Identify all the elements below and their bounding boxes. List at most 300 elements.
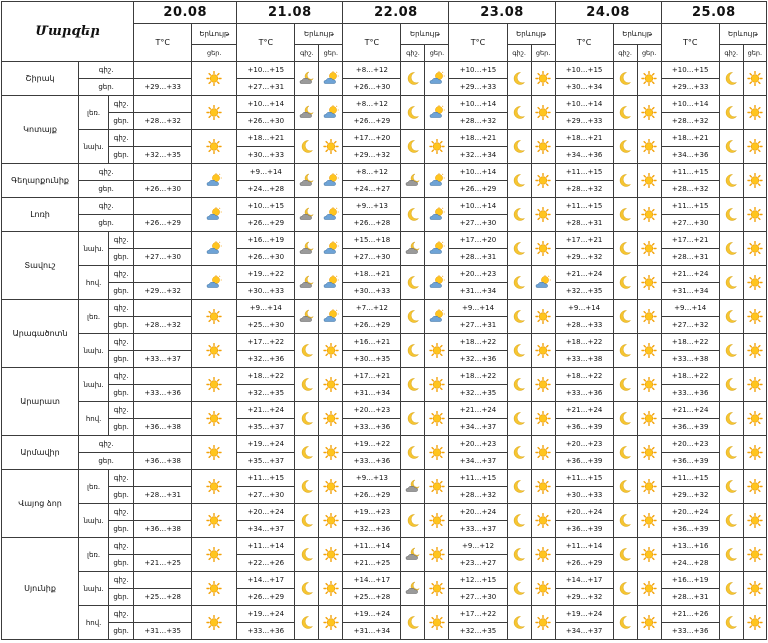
region-name: Արագածոտն: [2, 300, 79, 368]
sun-icon: [535, 581, 551, 596]
temperature-cell: +10…+14: [449, 164, 507, 181]
weather-cell: [425, 96, 449, 130]
moon-icon: [617, 343, 633, 358]
temperature-cell: +28…+32: [449, 487, 507, 504]
sun-icon: [535, 343, 551, 358]
temp-col-header: T°C: [555, 24, 613, 62]
weather-cell: [192, 470, 237, 504]
night-subheader: գիշ.: [507, 45, 531, 62]
temperature-cell: +18…+22: [555, 334, 613, 351]
moon-icon: [405, 105, 421, 120]
temperature-cell: +18…+21: [555, 130, 613, 147]
sun-icon: [206, 445, 222, 460]
moon-icon: [723, 343, 739, 358]
weather-cell: [743, 470, 766, 504]
weather-cell: [507, 198, 531, 232]
zone-label: նախ.: [79, 504, 109, 538]
weather-cell: [507, 572, 531, 606]
moon-icon: [617, 615, 633, 630]
sun-icon: [429, 479, 445, 494]
temperature-cell: +32…+36: [237, 351, 295, 368]
table-row: [2, 62, 767, 79]
weather-cell: [319, 164, 343, 198]
temperature-cell: +19…+22: [237, 266, 295, 283]
time-of-day: ցեր.: [109, 419, 134, 436]
temperature-cell: +34…+37: [555, 623, 613, 640]
temperature-cell: +36…+39: [661, 521, 719, 538]
temp-col-header: T°C: [343, 24, 401, 62]
date-header: 23.08: [449, 2, 555, 24]
weather-cell: [531, 232, 555, 266]
temperature-cell: +26…+28: [343, 215, 401, 232]
region-name: Տավուշ: [2, 232, 79, 300]
weather-cell: [319, 300, 343, 334]
sun-icon: [641, 411, 657, 426]
weather-cell: [531, 368, 555, 402]
temperature-cell: +20…+24: [449, 504, 507, 521]
weather-cell: [637, 266, 661, 300]
temperature-cell: +36…+39: [661, 453, 719, 470]
moon-icon: [511, 241, 527, 256]
weather-cell: [719, 402, 743, 436]
temperature-cell: +31…+34: [343, 385, 401, 402]
temperature-cell: +33…+36: [661, 623, 719, 640]
zone-label: նախ.: [79, 334, 109, 368]
weather-cell: [613, 198, 637, 232]
temperature-cell: [134, 504, 192, 521]
day-subheader: ցեր.: [319, 45, 343, 62]
cloud-sun-icon: [535, 275, 551, 290]
region-name: Շիրակ: [2, 62, 79, 96]
zone-label: նախ.: [79, 572, 109, 606]
time-of-day: ցեր.: [109, 623, 134, 640]
temperature-cell: +18…+21: [661, 130, 719, 147]
weather-cell: [531, 164, 555, 198]
sun-icon: [641, 479, 657, 494]
weather-cell: [192, 130, 237, 164]
temperature-cell: +29…+33: [661, 79, 719, 96]
temperature-cell: [134, 572, 192, 589]
temperature-cell: +34…+37: [449, 419, 507, 436]
temperature-cell: +12…+15: [449, 572, 507, 589]
weather-cell: [531, 334, 555, 368]
weather-cell: [637, 504, 661, 538]
weather-cell: [425, 334, 449, 368]
zone-label: նախ.: [79, 368, 109, 402]
time-of-day: գիշ.: [79, 198, 134, 215]
temperature-cell: +31…+34: [449, 283, 507, 300]
weather-cell: [743, 572, 766, 606]
weather-cell: [425, 164, 449, 198]
zone-label: նախ.: [79, 232, 109, 266]
moon-icon: [299, 343, 315, 358]
cloud-sun-icon: [323, 241, 339, 256]
temperature-cell: +30…+33: [343, 283, 401, 300]
temperature-cell: +33…+36: [661, 385, 719, 402]
temperature-cell: +17…+21: [555, 232, 613, 249]
moon-icon: [617, 207, 633, 222]
temperature-cell: +11…+15: [555, 470, 613, 487]
temperature-cell: +35…+37: [237, 453, 295, 470]
weather-cell: [719, 470, 743, 504]
sun-icon: [535, 71, 551, 86]
sun-icon: [641, 343, 657, 358]
cloud-night-icon: [405, 547, 421, 562]
sun-icon: [429, 581, 445, 596]
temperature-cell: [134, 62, 192, 79]
weather-cell: [719, 164, 743, 198]
moon-icon: [405, 513, 421, 528]
weather-cell: [719, 504, 743, 538]
date-header: 21.08: [237, 2, 343, 24]
cloud-night-icon: [299, 207, 315, 222]
temperature-cell: +21…+24: [555, 266, 613, 283]
temp-col-header: T°C: [237, 24, 295, 62]
weather-cell: [507, 232, 531, 266]
weather-col-header: Երևույթ: [719, 24, 766, 45]
weather-cell: [192, 334, 237, 368]
time-of-day: ցեր.: [109, 249, 134, 266]
weather-cell: [637, 62, 661, 96]
weather-cell: [531, 402, 555, 436]
weather-cell: [613, 606, 637, 640]
weather-cell: [401, 96, 425, 130]
temperature-cell: +21…+24: [555, 402, 613, 419]
temperature-cell: +11…+15: [661, 470, 719, 487]
cloud-sun-icon: [323, 207, 339, 222]
moon-icon: [617, 139, 633, 154]
temperature-cell: +20…+23: [555, 436, 613, 453]
region-name: Գեղարքունիք: [2, 164, 79, 198]
table-row: [2, 232, 767, 249]
sun-icon: [535, 615, 551, 630]
temperature-cell: +30…+35: [343, 351, 401, 368]
weather-col-header: Երևույթ: [192, 24, 237, 45]
temperature-cell: +11…+15: [555, 198, 613, 215]
moon-icon: [723, 241, 739, 256]
weather-cell: [192, 62, 237, 96]
sun-icon: [641, 615, 657, 630]
moon-icon: [299, 479, 315, 494]
weather-cell: [425, 470, 449, 504]
weather-cell: [743, 266, 766, 300]
moon-icon: [405, 207, 421, 222]
day-subheader: ցեր.: [192, 45, 237, 62]
temperature-cell: [134, 402, 192, 419]
weather-cell: [743, 232, 766, 266]
moon-icon: [511, 513, 527, 528]
temperature-cell: +27…+30: [449, 589, 507, 606]
temperature-cell: +27…+30: [449, 215, 507, 232]
time-of-day: ցեր.: [79, 453, 134, 470]
sun-icon: [747, 411, 763, 426]
moon-icon: [511, 377, 527, 392]
weather-cell: [507, 130, 531, 164]
sun-icon: [747, 241, 763, 256]
time-of-day: ցեր.: [109, 283, 134, 300]
weather-cell: [637, 368, 661, 402]
temperature-cell: +26…+29: [134, 215, 192, 232]
time-of-day: գիշ.: [109, 300, 134, 317]
sun-icon: [429, 615, 445, 630]
moon-icon: [617, 377, 633, 392]
weather-cell: [719, 96, 743, 130]
temperature-cell: +20…+24: [555, 504, 613, 521]
temperature-cell: +26…+29: [237, 215, 295, 232]
cloud-sun-icon: [206, 207, 222, 222]
zone-label: հով.: [79, 266, 109, 300]
cloud-night-icon: [299, 241, 315, 256]
weather-cell: [531, 436, 555, 470]
temperature-cell: +33…+36: [555, 385, 613, 402]
temperature-cell: +26…+30: [237, 249, 295, 266]
table-header: [2, 2, 767, 62]
weather-cell: [319, 606, 343, 640]
temperature-cell: +26…+30: [237, 113, 295, 130]
sun-icon: [206, 479, 222, 494]
sun-icon: [641, 377, 657, 392]
time-of-day: ցեր.: [79, 215, 134, 232]
weather-cell: [531, 300, 555, 334]
moon-icon: [299, 445, 315, 460]
sun-icon: [323, 513, 339, 528]
weather-cell: [719, 436, 743, 470]
temperature-cell: +31…+34: [343, 623, 401, 640]
moon-icon: [723, 173, 739, 188]
weather-cell: [743, 164, 766, 198]
sun-icon: [641, 513, 657, 528]
weather-cell: [192, 606, 237, 640]
temperature-cell: +24…+27: [343, 181, 401, 198]
moon-icon: [405, 615, 421, 630]
sun-icon: [206, 377, 222, 392]
table-row: [2, 334, 767, 351]
table-row: [2, 368, 767, 385]
weather-cell: [401, 402, 425, 436]
day-subheader: ցեր.: [743, 45, 766, 62]
temperature-cell: +18…+22: [449, 334, 507, 351]
moon-icon: [723, 377, 739, 392]
weather-cell: [401, 368, 425, 402]
time-of-day: գիշ.: [109, 572, 134, 589]
moon-icon: [299, 615, 315, 630]
sun-icon: [323, 479, 339, 494]
moon-icon: [617, 411, 633, 426]
moon-icon: [511, 479, 527, 494]
temperature-cell: +29…+33: [134, 79, 192, 96]
moon-icon: [723, 445, 739, 460]
temperature-cell: +9…+13: [343, 470, 401, 487]
table-row: [2, 436, 767, 453]
date-header: 22.08: [343, 2, 449, 24]
region-name: Սյունիք: [2, 538, 79, 640]
temperature-cell: +10…+14: [449, 198, 507, 215]
temperature-cell: +23…+27: [449, 555, 507, 572]
time-of-day: ցեր.: [109, 589, 134, 606]
sun-icon: [641, 241, 657, 256]
sun-icon: [535, 309, 551, 324]
moon-icon: [617, 105, 633, 120]
weather-cell: [637, 470, 661, 504]
temperature-cell: +29…+32: [555, 589, 613, 606]
temperature-cell: +26…+29: [555, 555, 613, 572]
temperature-cell: +18…+21: [449, 130, 507, 147]
time-of-day: ցեր.: [79, 79, 134, 96]
weather-cell: [719, 266, 743, 300]
day-subheader: ցեր.: [531, 45, 555, 62]
sun-icon: [323, 581, 339, 596]
time-of-day: գիշ.: [109, 334, 134, 351]
weather-cell: [531, 470, 555, 504]
weather-cell: [401, 572, 425, 606]
weather-cell: [425, 402, 449, 436]
weather-cell: [719, 232, 743, 266]
temperature-cell: +28…+31: [661, 589, 719, 606]
temperature-cell: +20…+23: [449, 436, 507, 453]
temperature-cell: +11…+15: [237, 470, 295, 487]
temperature-cell: +10…+15: [555, 62, 613, 79]
temperature-cell: +22…+26: [237, 555, 295, 572]
sun-icon: [641, 581, 657, 596]
weather-cell: [507, 470, 531, 504]
sun-icon: [641, 445, 657, 460]
weather-cell: [192, 164, 237, 198]
weather-cell: [613, 232, 637, 266]
table-row: [2, 300, 767, 317]
cloud-sun-icon: [206, 241, 222, 256]
temperature-cell: +32…+36: [449, 351, 507, 368]
day-subheader: ցեր.: [425, 45, 449, 62]
temperature-cell: +11…+15: [661, 198, 719, 215]
temperature-cell: +28…+31: [134, 487, 192, 504]
temperature-cell: +24…+28: [661, 555, 719, 572]
temperature-cell: +27…+30: [134, 249, 192, 266]
weather-cell: [613, 96, 637, 130]
weather-cell: [295, 436, 319, 470]
temperature-cell: +9…+14: [555, 300, 613, 317]
temperature-cell: +16…+19: [661, 572, 719, 589]
temperature-cell: +35…+37: [237, 419, 295, 436]
temperature-cell: +10…+14: [237, 96, 295, 113]
temperature-cell: +28…+32: [134, 113, 192, 130]
weather-cell: [295, 266, 319, 300]
weather-cell: [425, 300, 449, 334]
moon-icon: [617, 71, 633, 86]
sun-icon: [206, 615, 222, 630]
temperature-cell: [134, 164, 192, 181]
moon-icon: [511, 173, 527, 188]
weather-cell: [319, 504, 343, 538]
cloud-sun-icon: [323, 309, 339, 324]
cloud-night-icon: [299, 275, 315, 290]
sun-icon: [641, 105, 657, 120]
weather-cell: [319, 436, 343, 470]
temperature-cell: [134, 232, 192, 249]
weather-cell: [613, 470, 637, 504]
weather-cell: [401, 470, 425, 504]
temperature-cell: +16…+21: [343, 334, 401, 351]
temperature-cell: +27…+30: [343, 249, 401, 266]
sun-icon: [429, 377, 445, 392]
temperature-cell: +17…+20: [343, 130, 401, 147]
weather-cell: [531, 572, 555, 606]
weather-cell: [319, 130, 343, 164]
zone-label: լեռ.: [79, 470, 109, 504]
cloud-sun-icon: [429, 71, 445, 86]
temperature-cell: +11…+15: [661, 164, 719, 181]
temperature-cell: +19…+24: [237, 436, 295, 453]
weather-cell: [531, 606, 555, 640]
sun-icon: [323, 343, 339, 358]
temp-col-header: T°C: [661, 24, 719, 62]
sun-icon: [323, 377, 339, 392]
temperature-cell: +7…+12: [343, 300, 401, 317]
weather-cell: [637, 164, 661, 198]
weather-cell: [319, 198, 343, 232]
temperature-cell: +20…+23: [449, 266, 507, 283]
weather-cell: [743, 436, 766, 470]
temperature-cell: +11…+15: [449, 470, 507, 487]
moon-icon: [723, 547, 739, 562]
moon-icon: [405, 275, 421, 290]
moon-icon: [405, 377, 421, 392]
weather-cell: [192, 368, 237, 402]
weather-cell: [401, 538, 425, 572]
weather-cell: [295, 164, 319, 198]
temperature-cell: +28…+32: [555, 181, 613, 198]
moon-icon: [617, 445, 633, 460]
temperature-cell: +26…+29: [343, 487, 401, 504]
zone-label: լեռ.: [79, 538, 109, 572]
temperature-cell: +27…+31: [449, 317, 507, 334]
weather-cell: [531, 62, 555, 96]
weather-cell: [613, 368, 637, 402]
temperature-cell: +30…+33: [555, 487, 613, 504]
weather-cell: [719, 368, 743, 402]
temperature-cell: +11…+15: [555, 164, 613, 181]
temperature-cell: +17…+22: [237, 334, 295, 351]
weather-cell: [531, 130, 555, 164]
temperature-cell: +34…+37: [237, 521, 295, 538]
weather-cell: [192, 232, 237, 266]
night-subheader: գիշ.: [401, 45, 425, 62]
region-name: Արարատ: [2, 368, 79, 436]
sun-icon: [641, 275, 657, 290]
temperature-cell: +14…+17: [343, 572, 401, 589]
cloud-night-icon: [405, 173, 421, 188]
temperature-cell: +18…+22: [449, 368, 507, 385]
sun-icon: [535, 173, 551, 188]
temperature-cell: +32…+36: [343, 521, 401, 538]
sun-icon: [323, 411, 339, 426]
sun-icon: [535, 139, 551, 154]
zone-label: հով.: [79, 402, 109, 436]
weather-cell: [719, 606, 743, 640]
sun-icon: [535, 105, 551, 120]
temperature-cell: +21…+25: [134, 555, 192, 572]
sun-icon: [641, 207, 657, 222]
temperature-cell: +26…+29: [343, 113, 401, 130]
temperature-cell: +27…+32: [661, 317, 719, 334]
weather-cell: [637, 198, 661, 232]
moon-icon: [299, 377, 315, 392]
time-of-day: գիշ.: [109, 504, 134, 521]
weather-cell: [425, 436, 449, 470]
temperature-cell: +36…+39: [555, 453, 613, 470]
temperature-cell: +28…+32: [661, 181, 719, 198]
weather-cell: [425, 130, 449, 164]
weather-cell: [637, 436, 661, 470]
